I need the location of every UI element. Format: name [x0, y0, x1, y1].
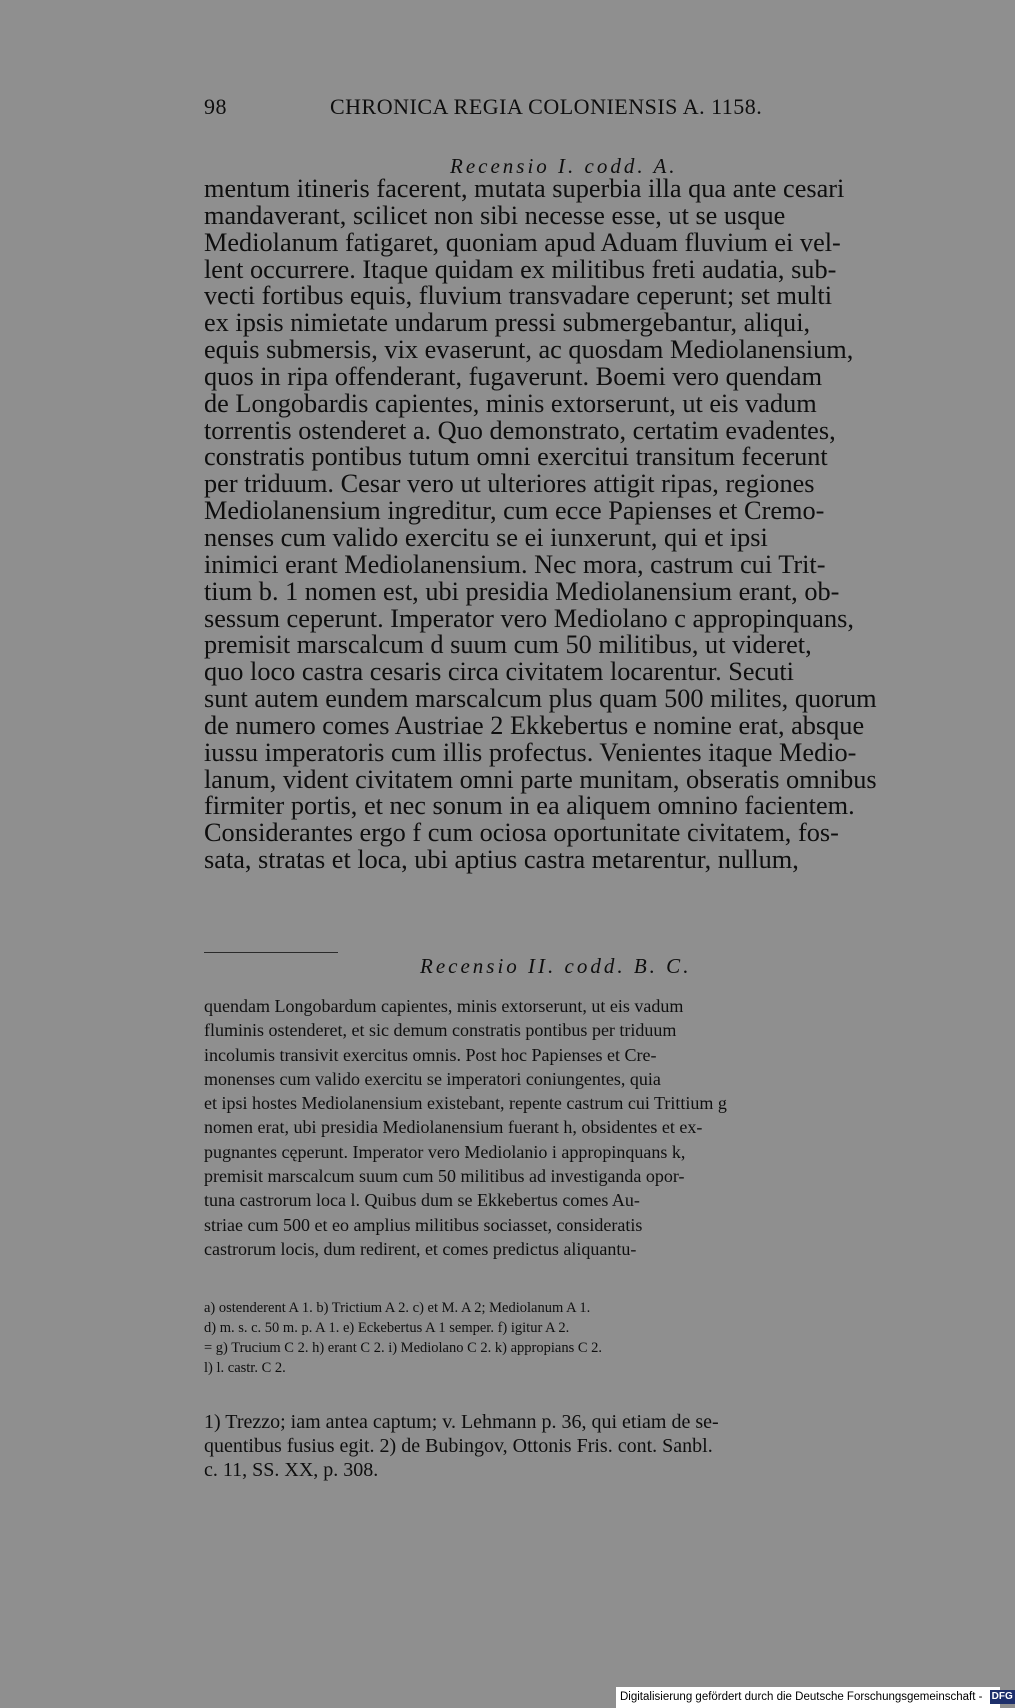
running-head [204, 94, 836, 124]
recension-2-text [204, 994, 970, 1261]
dfg-logo-icon: DFG [991, 1690, 1013, 1702]
variant-line: a) ostenderent A 1. b) Trictium A 2. c) et M. A 2; Mediolanum A 1. [204, 1300, 591, 1316]
text-line: quendam Longobardum capientes, minis extorserunt, ut eis vadum [204, 996, 684, 1016]
page-number: 98 [204, 94, 227, 119]
text-line: Mediolanensium ingreditur, cum ecce Papienses et Cremo- [204, 496, 825, 526]
text-line: mentum itineris facerent, mutata superbia illa qua ante cesari [204, 174, 845, 203]
credit-text: Digitalisierung gefördert durch die Deutsche Forschungsgemeinschaft - [620, 1691, 983, 1703]
footnotes [204, 1410, 970, 1482]
text-line: iussu imperatoris cum illis profectus. Venientes itaque Medio- [204, 737, 857, 767]
footnote-line: 1) Trezzo; iam antea captum; v. Lehmann p. 36, qui etiam de se- [204, 1411, 719, 1433]
text-line: de Longobardis capientes, minis extorserunt, ut eis vadum [204, 388, 817, 418]
variant-line: l) l. castr. C 2. [204, 1360, 286, 1376]
recension-2-heading: Recensio II. codd. B. C. [420, 954, 692, 978]
section-divider [204, 952, 338, 953]
text-line: sata, stratas et loca, ubi aptius castra metarentur, nullum, [204, 845, 799, 875]
text-line: pugnantes cęperunt. Imperator vero Mediolanio i appropinquans k, [204, 1141, 686, 1162]
text-line: inimici erant Mediolanensium. Nec mora, castrum cui Trit- [204, 549, 826, 579]
text-line: sunt autem eundem marscalcum plus quam 500 milites, quorum [204, 684, 877, 714]
text-line: castrorum locis, dum redirent, et comes predictus aliquantu- [204, 1238, 637, 1259]
text-line: tium b. 1 nomen est, ubi presidia Mediolanensium erant, ob- [204, 576, 840, 606]
text-line: monenses cum valido exercitu se imperatori coniungentes, quia [204, 1068, 661, 1089]
text-line: de numero comes Austriae 2 Ekkebertus e nomine erat, absque [204, 710, 865, 740]
text-line: quo loco castra cesaris circa civitatem locarentur. Secuti [204, 657, 794, 687]
digitization-credit [616, 1687, 1013, 1708]
text-line: fluminis ostenderet, et sic demum constratis pontibus per triduum [204, 1020, 677, 1041]
text-line: premisit marscalcum suum cum 50 militibus ad investiganda opor- [204, 1166, 685, 1187]
text-line: et ipsi hostes Mediolanensium existebant, repente castrum cui Trittium g [204, 1093, 727, 1114]
recension-1-heading: Recensio I. codd. A. [450, 154, 678, 178]
variant-line: d) m. s. c. 50 m. p. A 1. e) Eckebertus A 1 semper. f) igitur A 2. [204, 1320, 570, 1336]
text-line: lanum, vident civitatem omni parte munitam, obseratis omnibus [204, 764, 877, 794]
text-line: tuna castrorum loca l. Quibus dum se Ekkebertus comes Au- [204, 1190, 640, 1211]
text-line: per triduum. Cesar vero ut ulteriores attigit ripas, regiones [204, 469, 815, 499]
text-line: premisit marscalcum d suum cum 50 militibus, ut videret, [204, 630, 812, 660]
text-line: firmiter portis, et nec sonum in ea aliquem omnino facientem. [204, 791, 855, 821]
text-line: nomen erat, ubi presidia Mediolanensium fuerant h, obsidentes et ex- [204, 1117, 703, 1138]
variant-readings [204, 1298, 970, 1378]
text-line: constratis pontibus tutum omni exercitui transitum fecerunt [204, 442, 828, 472]
text-line: nenses cum valido exercitu se ei iunxerunt, qui et ipsi [204, 522, 768, 552]
text-line: mandaverant, scilicet non sibi necesse esse, ut se usque [204, 200, 786, 230]
text-line: sessum ceperunt. Imperator vero Mediolano c appropinquans, [204, 603, 854, 633]
running-title: CHRONICA REGIA COLONIENSIS A. 1158. [330, 94, 763, 119]
footnote-line: quentibus fusius egit. 2) de Bubingov, Ottonis Fris. cont. Sanbl. [204, 1435, 713, 1457]
text-line: Mediolanum fatigaret, quoniam apud Aduam fluvium ei vel- [204, 227, 841, 257]
text-line: striae cum 500 et eo amplius militibus sociasset, consideratis [204, 1214, 643, 1235]
text-line: vecti fortibus equis, fluvium transvadare ceperunt; set multi [204, 281, 833, 311]
text-line: torrentis ostenderet a. Quo demonstrato, certatim evadentes, [204, 415, 836, 445]
text-line: lent occurrere. Itaque quidam ex militibus freti audatia, sub- [204, 254, 837, 284]
text-line: ex ipsis nimietate undarum pressi submergebantur, aliqui, [204, 308, 811, 338]
text-line: quos in ripa offenderant, fugaverunt. Boemi vero quendam [204, 361, 823, 391]
variant-line: = g) Trucium C 2. h) erant C 2. i) Mediolano C 2. k) appropians C 2. [204, 1340, 603, 1356]
text-line: incolumis transivit exercitus omnis. Post hoc Papienses et Cre- [204, 1044, 657, 1065]
footnote-line: c. 11, SS. XX, p. 308. [204, 1459, 379, 1481]
text-line: equis submersis, vix evaserunt, ac quosdam Mediolanensium, [204, 335, 854, 365]
recension-1-text [204, 176, 970, 874]
text-line: Considerantes ergo f cum ociosa oportunitate civitatem, fos- [204, 818, 839, 848]
